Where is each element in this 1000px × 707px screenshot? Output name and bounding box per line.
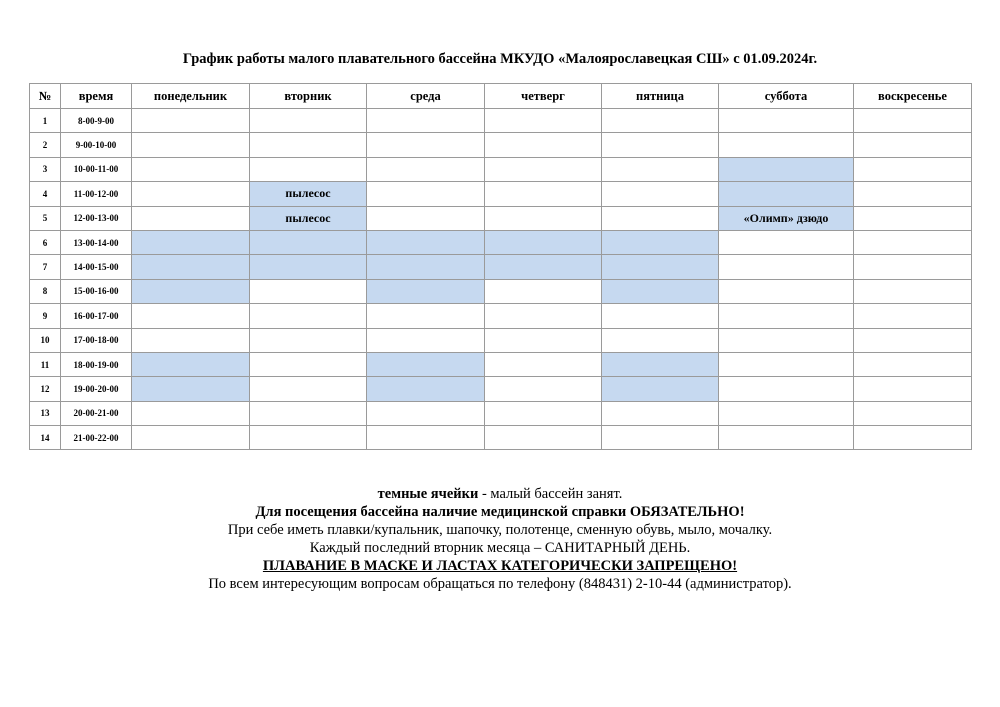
schedule-cell-thursday	[485, 426, 602, 450]
time-slot: 19-00-20-00	[61, 377, 132, 401]
schedule-cell-friday	[602, 401, 719, 425]
schedule-cell-friday-busy	[602, 279, 719, 303]
schedule-cell-monday	[132, 328, 250, 352]
schedule-cell-sunday	[854, 230, 972, 254]
time-slot: 21-00-22-00	[61, 426, 132, 450]
row-number: 7	[30, 255, 61, 279]
schedule-cell-thursday	[485, 377, 602, 401]
header-tuesday: вторник	[250, 84, 367, 109]
table-row	[30, 328, 972, 352]
time-slot: 9-00-10-00	[61, 133, 132, 157]
schedule-cell-friday	[602, 157, 719, 181]
schedule-cell-thursday	[485, 304, 602, 328]
row-number: 11	[30, 352, 61, 376]
row-number: 9	[30, 304, 61, 328]
schedule-cell-wednesday-busy	[367, 352, 485, 376]
schedule-cell-monday	[132, 401, 250, 425]
schedule-cell-monday	[132, 426, 250, 450]
schedule-cell-thursday	[485, 352, 602, 376]
schedule-cell-friday	[602, 206, 719, 230]
schedule-cell-sunday	[854, 133, 972, 157]
schedule-cell-friday	[602, 328, 719, 352]
schedule-cell-wednesday-busy	[367, 377, 485, 401]
schedule-cell-friday-busy	[602, 352, 719, 376]
header-number: №	[30, 84, 61, 109]
schedule-cell-tuesday	[250, 426, 367, 450]
table-row	[30, 352, 972, 376]
legend-line	[0, 485, 1000, 503]
schedule-cell-sunday	[854, 279, 972, 303]
row-number: 6	[30, 230, 61, 254]
schedule-cell-wednesday	[367, 133, 485, 157]
schedule-cell-friday	[602, 133, 719, 157]
schedule-cell-monday-busy	[132, 255, 250, 279]
schedule-cell-sunday	[854, 304, 972, 328]
prohibition-notice: ПЛАВАНИЕ В МАСКЕ И ЛАСТАХ КАТЕГОРИЧЕСКИ ЗАПРЕЩЕНО!	[262, 558, 738, 574]
schedule-cell-monday-busy	[132, 352, 250, 376]
table-row	[30, 401, 972, 425]
table-row	[30, 182, 972, 206]
schedule-cell-monday	[132, 109, 250, 133]
time-slot: 8-00-9-00	[61, 109, 132, 133]
schedule-cell-tuesday-busy: пылесос	[250, 182, 367, 206]
schedule-cell-thursday-busy	[485, 230, 602, 254]
time-slot: 20-00-21-00	[61, 401, 132, 425]
table-row	[30, 230, 972, 254]
schedule-cell-tuesday	[250, 401, 367, 425]
schedule-cell-thursday	[485, 401, 602, 425]
table-row	[30, 206, 972, 230]
time-slot: 13-00-14-00	[61, 230, 132, 254]
schedule-cell-saturday	[719, 377, 854, 401]
header-thursday: четверг	[485, 84, 602, 109]
row-number: 3	[30, 157, 61, 181]
schedule-cell-saturday	[719, 255, 854, 279]
schedule-cell-tuesday	[250, 279, 367, 303]
schedule-cell-saturday	[719, 279, 854, 303]
schedule-cell-saturday	[719, 401, 854, 425]
schedule-cell-saturday	[719, 133, 854, 157]
schedule-cell-sunday	[854, 255, 972, 279]
schedule-cell-wednesday	[367, 206, 485, 230]
schedule-cell-monday-busy	[132, 377, 250, 401]
schedule-cell-wednesday	[367, 401, 485, 425]
schedule-cell-sunday	[854, 109, 972, 133]
schedule-cell-tuesday	[250, 304, 367, 328]
header-wednesday: среда	[367, 84, 485, 109]
schedule-cell-monday	[132, 157, 250, 181]
table-row	[30, 157, 972, 181]
time-slot: 17-00-18-00	[61, 328, 132, 352]
time-slot: 12-00-13-00	[61, 206, 132, 230]
schedule-cell-thursday	[485, 133, 602, 157]
schedule-cell-wednesday	[367, 426, 485, 450]
schedule-cell-monday	[132, 182, 250, 206]
table-row	[30, 377, 972, 401]
table-row	[30, 426, 972, 450]
table-row	[30, 255, 972, 279]
header-friday: пятница	[602, 84, 719, 109]
header-monday: понедельник	[132, 84, 250, 109]
schedule-cell-saturday-busy: «Олимп» дзюдо	[719, 206, 854, 230]
time-slot: 15-00-16-00	[61, 279, 132, 303]
legend-term: темные ячейки	[377, 486, 479, 502]
table-row	[30, 304, 972, 328]
row-number: 1	[30, 109, 61, 133]
schedule-cell-wednesday-busy	[367, 279, 485, 303]
schedule-cell-thursday	[485, 328, 602, 352]
contact-notice: По всем интересующим вопросам обращаться по телефону (848431) 2-10-44 (администратор).	[208, 576, 792, 592]
schedule-cell-tuesday	[250, 352, 367, 376]
schedule-cell-wednesday-busy	[367, 230, 485, 254]
schedule-cell-monday	[132, 206, 250, 230]
schedule-cell-thursday	[485, 109, 602, 133]
schedule-cell-tuesday	[250, 377, 367, 401]
table-row	[30, 109, 972, 133]
schedule-cell-tuesday	[250, 133, 367, 157]
schedule-cell-sunday	[854, 352, 972, 376]
schedule-cell-sunday	[854, 157, 972, 181]
time-slot: 10-00-11-00	[61, 157, 132, 181]
schedule-cell-sunday	[854, 426, 972, 450]
schedule-cell-thursday	[485, 157, 602, 181]
schedule-cell-thursday	[485, 206, 602, 230]
schedule-cell-wednesday-busy	[367, 255, 485, 279]
table-row	[30, 133, 972, 157]
row-number: 10	[30, 328, 61, 352]
schedule-cell-sunday	[854, 377, 972, 401]
schedule-cell-sunday	[854, 401, 972, 425]
schedule-cell-thursday-busy	[485, 255, 602, 279]
schedule-cell-monday	[132, 133, 250, 157]
sanitary-day-notice: Каждый последний вторник месяца – САНИТАРНЫЙ ДЕНЬ.	[309, 540, 691, 556]
schedule-cell-tuesday	[250, 109, 367, 133]
schedule-cell-saturday	[719, 109, 854, 133]
schedule-cell-monday	[132, 304, 250, 328]
schedule-cell-tuesday	[250, 328, 367, 352]
header-row	[30, 84, 972, 109]
schedule-cell-tuesday-busy: пылесос	[250, 206, 367, 230]
schedule-cell-friday-busy	[602, 230, 719, 254]
schedule-cell-saturday	[719, 230, 854, 254]
schedule-cell-saturday	[719, 352, 854, 376]
medical-notice: Для посещения бассейна наличие медицинской справки ОБЯЗАТЕЛЬНО!	[255, 504, 745, 520]
time-slot: 16-00-17-00	[61, 304, 132, 328]
notes-block	[0, 485, 1000, 593]
time-slot: 14-00-15-00	[61, 255, 132, 279]
bring-items-notice: При себе иметь плавки/купальник, шапочку, полотенце, сменную обувь, мыло, мочалку.	[227, 522, 773, 538]
schedule-cell-wednesday	[367, 182, 485, 206]
schedule-cell-sunday	[854, 206, 972, 230]
row-number: 5	[30, 206, 61, 230]
schedule-cell-wednesday	[367, 328, 485, 352]
schedule-cell-tuesday	[250, 157, 367, 181]
schedule-cell-thursday	[485, 279, 602, 303]
schedule-cell-saturday	[719, 328, 854, 352]
time-slot: 11-00-12-00	[61, 182, 132, 206]
schedule-cell-wednesday	[367, 109, 485, 133]
schedule-cell-saturday-busy	[719, 182, 854, 206]
schedule-cell-friday	[602, 109, 719, 133]
row-number: 14	[30, 426, 61, 450]
time-slot: 18-00-19-00	[61, 352, 132, 376]
header-time: время	[61, 84, 132, 109]
schedule-cell-friday-busy	[602, 255, 719, 279]
schedule-title: График работы малого плавательного бассейна МКУДО «Малоярославецкая СШ» с 01.09.2024г.	[182, 51, 818, 67]
schedule-cell-saturday-busy	[719, 157, 854, 181]
schedule-cell-wednesday	[367, 157, 485, 181]
schedule-cell-monday-busy	[132, 230, 250, 254]
schedule-cell-tuesday-busy	[250, 255, 367, 279]
table-row	[30, 279, 972, 303]
schedule-cell-saturday	[719, 426, 854, 450]
row-number: 4	[30, 182, 61, 206]
schedule-cell-friday	[602, 182, 719, 206]
header-saturday: суббота	[719, 84, 854, 109]
row-number: 13	[30, 401, 61, 425]
schedule-table	[29, 83, 972, 450]
schedule-cell-tuesday-busy	[250, 230, 367, 254]
row-number: 2	[30, 133, 61, 157]
schedule-cell-wednesday	[367, 304, 485, 328]
schedule-cell-monday-busy	[132, 279, 250, 303]
row-number: 8	[30, 279, 61, 303]
schedule-cell-sunday	[854, 328, 972, 352]
header-sunday: воскресенье	[854, 84, 972, 109]
row-number: 12	[30, 377, 61, 401]
schedule-body	[30, 109, 972, 450]
schedule-cell-thursday	[485, 182, 602, 206]
schedule-cell-saturday	[719, 304, 854, 328]
legend-text: - малый бассейн занят.	[478, 486, 623, 502]
schedule-cell-friday	[602, 304, 719, 328]
schedule-cell-friday	[602, 426, 719, 450]
schedule-cell-friday-busy	[602, 377, 719, 401]
schedule-cell-sunday	[854, 182, 972, 206]
